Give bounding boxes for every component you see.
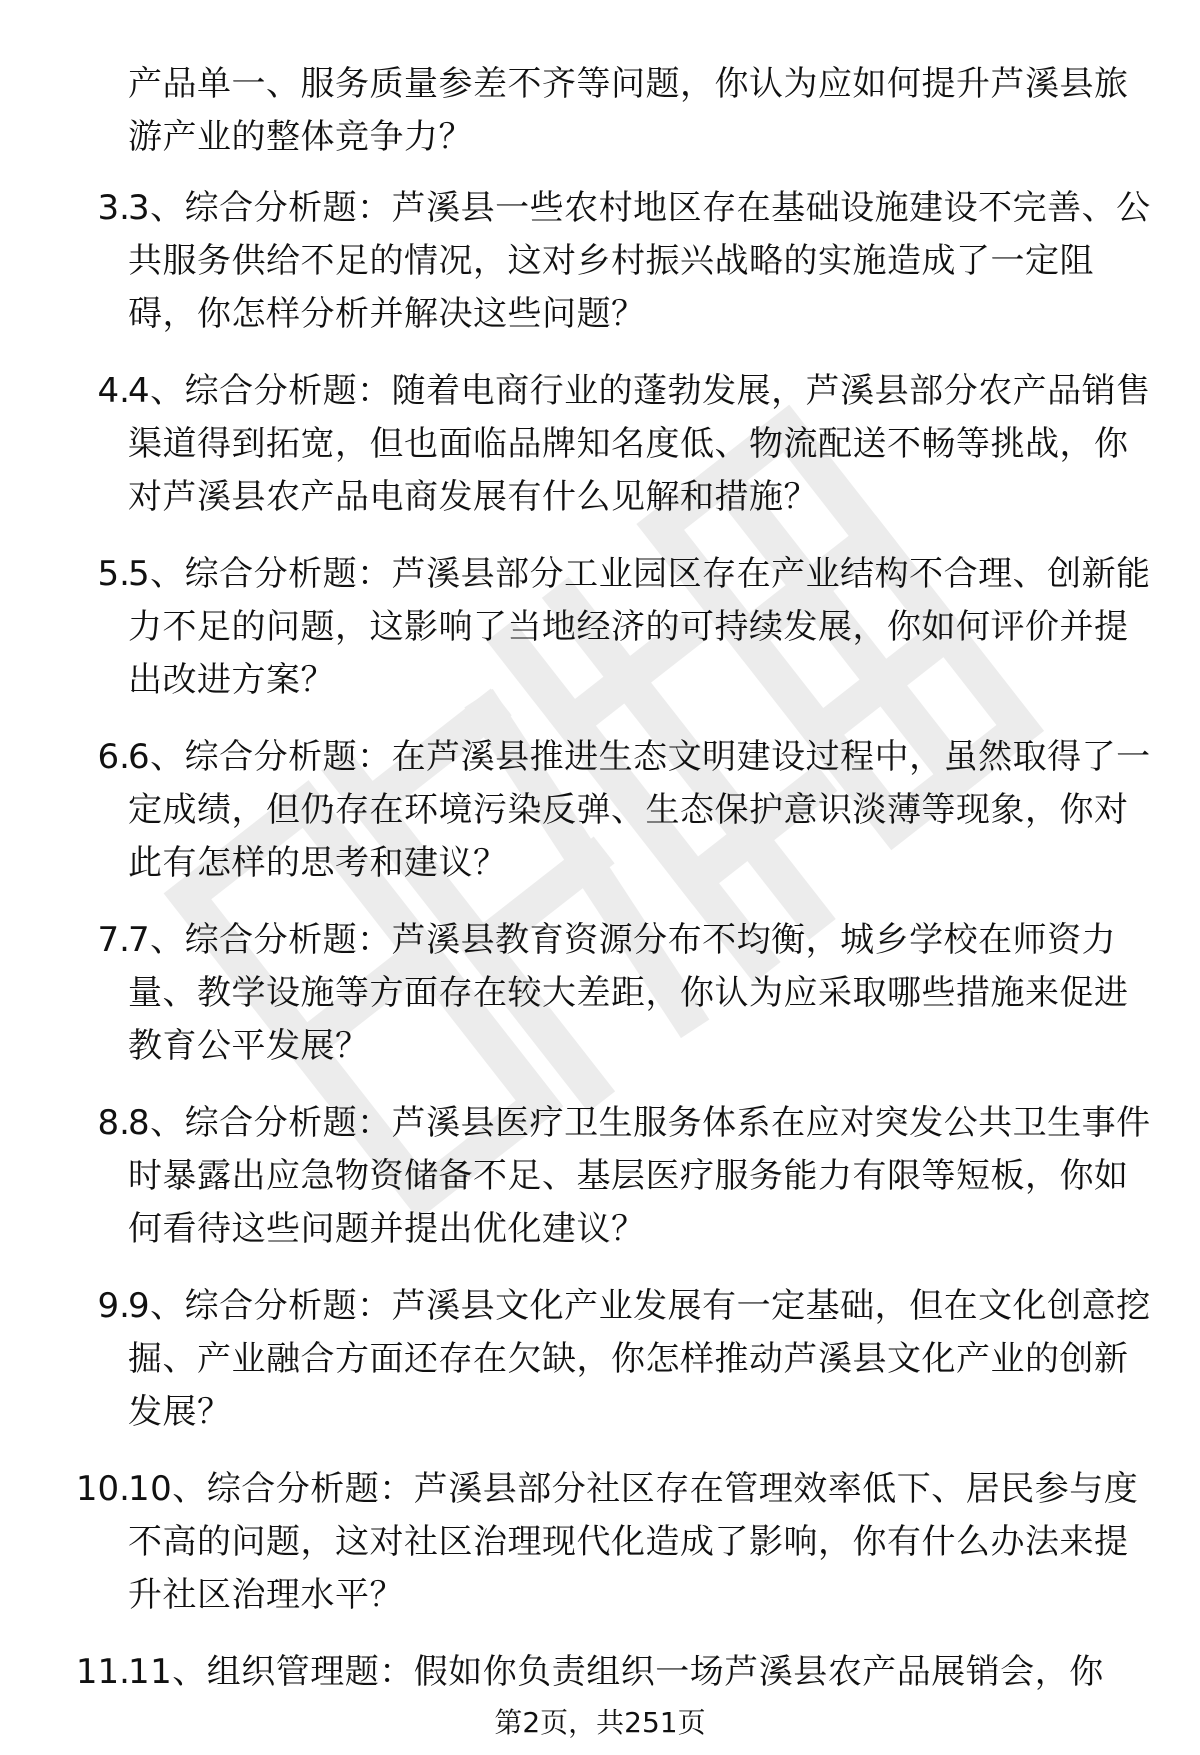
question-text: 6、综合分析题：在芦溪县推进生态文明建设过程中，虽然取得了一定成绩，但仍存在环境污染反弹、生态保护意识淡薄等现象，你对此有怎样的思考和建议？ bbox=[128, 737, 1151, 883]
list-number: 10. bbox=[75, 1469, 130, 1509]
question-text: 5、综合分析题：芦溪县部分工业园区存在产业结构不合理、创新能力不足的问题，这影响了当地经济的可持续发展，你如何评价并提出改进方案？ bbox=[128, 554, 1151, 700]
page-footer: 第2页，共251页 bbox=[494, 1706, 706, 1739]
list-number: 9. bbox=[97, 1286, 130, 1326]
question-text: 9、综合分析题：芦溪县文化产业发展有一定基础，但在文化创意挖掘、产业融合方面还存在欠缺，你怎样推动芦溪县文化产业的创新发展？ bbox=[128, 1286, 1151, 1432]
list-item bbox=[0, 731, 1200, 914]
list-number: 4. bbox=[97, 371, 130, 411]
list-number: 5. bbox=[97, 554, 130, 594]
list-item bbox=[0, 1280, 1200, 1463]
list-item bbox=[0, 914, 1200, 1097]
list-number: 3. bbox=[97, 188, 130, 228]
question-list bbox=[0, 182, 1200, 1746]
list-item bbox=[0, 182, 1200, 365]
list-number: 7. bbox=[97, 920, 130, 960]
list-item bbox=[0, 365, 1200, 548]
list-item bbox=[0, 1463, 1200, 1646]
question-text: 4、综合分析题：随着电商行业的蓬勃发展，芦溪县部分农产品销售渠道得到拓宽，但也面临品牌知名度低、物流配送不畅等挑战，你对芦溪县农产品电商发展有什么见解和措施？ bbox=[128, 371, 1151, 517]
list-item bbox=[0, 1097, 1200, 1280]
question-text: 3、综合分析题：芦溪县一些农村地区存在基础设施建设不完善、公共服务供给不足的情况，这对乡村振兴战略的实施造成了一定阻碍，你怎样分析并解决这些问题？ bbox=[128, 188, 1151, 334]
previous-question-continuation: 产品单一、服务质量参差不齐等问题，你认为应如何提升芦溪县旅游产业的整体竞争力？ bbox=[128, 64, 1129, 157]
question-text: 11、组织管理题：假如你负责组织一场芦溪县农产品展销会，你 bbox=[128, 1652, 1104, 1692]
question-text: 7、综合分析题：芦溪县教育资源分布不均衡，城乡学校在师资力量、教学设施等方面存在较大差距，你认为应采取哪些措施来促进教育公平发展？ bbox=[128, 920, 1129, 1066]
list-number: 6. bbox=[97, 737, 130, 777]
list-number: 8. bbox=[97, 1103, 130, 1143]
question-text: 10、综合分析题：芦溪县部分社区存在管理效率低下、居民参与度不高的问题，这对社区治理现代化造成了影响，你有什么办法来提升社区治理水平？ bbox=[128, 1469, 1139, 1615]
list-item bbox=[0, 548, 1200, 731]
list-number: 11. bbox=[75, 1652, 130, 1692]
question-text: 8、综合分析题：芦溪县医疗卫生服务体系在应对突发公共卫生事件时暴露出应急物资储备不足、基层医疗服务能力有限等短板，你如何看待这些问题并提出优化建议？ bbox=[128, 1103, 1151, 1249]
